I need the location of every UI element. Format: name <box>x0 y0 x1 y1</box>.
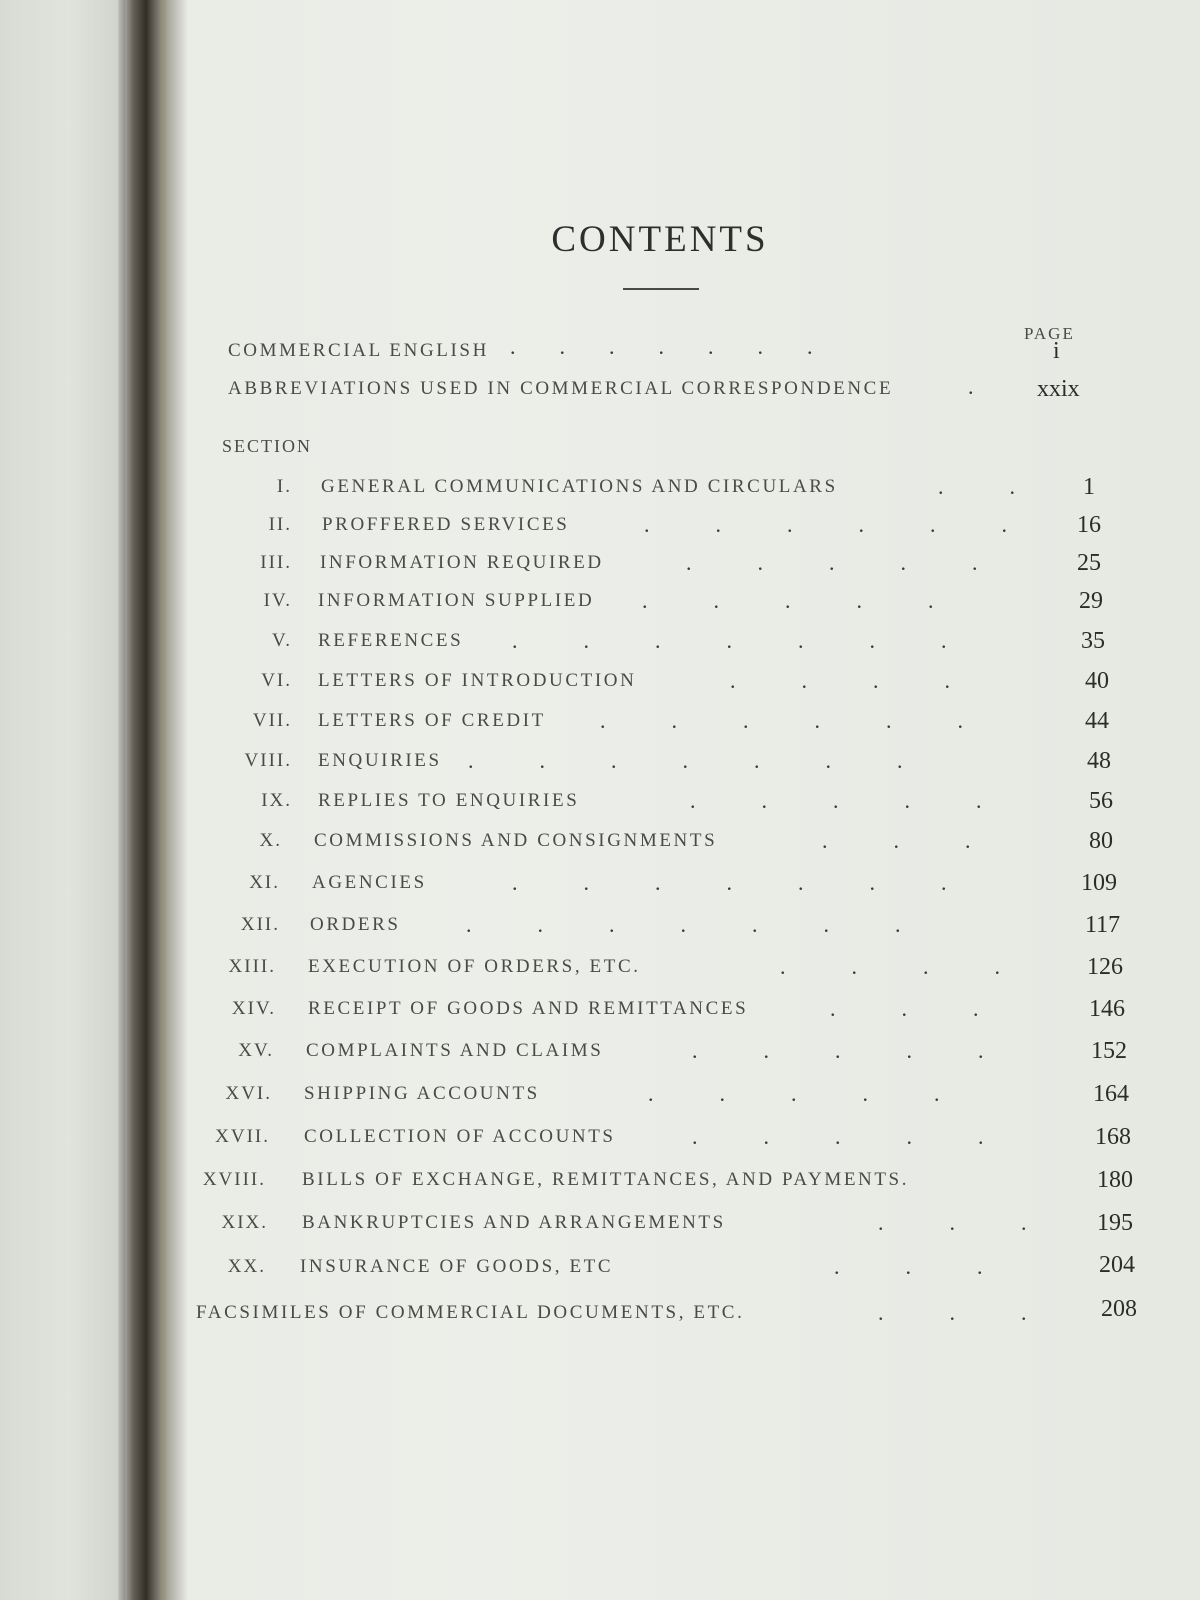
section-number: XI. <box>249 872 280 893</box>
section-label: SECTION <box>222 436 312 456</box>
section-number: XX. <box>227 1256 266 1277</box>
toc-entry-label: INFORMATION REQUIRED <box>320 552 604 573</box>
toc-entry-label: ENQUIRIES <box>318 750 442 771</box>
toc-entry-label: EXECUTION OF ORDERS, ETC. <box>308 956 641 977</box>
dot-leader: . . . . <box>780 954 1000 979</box>
toc-entry-label: REPLIES TO ENQUIRIES <box>318 790 580 811</box>
dot-leader: . . . . . <box>648 1081 940 1106</box>
dot-leader: . . . . . . . <box>512 870 947 895</box>
toc-entry-section <box>0 510 1200 540</box>
toc-entry-back <box>0 1296 1200 1326</box>
toc-entry-page: 146 <box>1089 996 1125 1022</box>
toc-entry-page: 16 <box>1077 512 1101 538</box>
toc-entry-page: 1 <box>1083 474 1095 500</box>
section-number: XII. <box>240 914 280 935</box>
dot-leader: . . . . . <box>692 1038 984 1063</box>
toc-entry-section <box>0 706 1200 736</box>
toc-entry-page: xxix <box>1037 376 1080 402</box>
section-number: XIII. <box>228 956 276 977</box>
toc-entry-page: 208 <box>1101 1296 1137 1322</box>
toc-entry-section <box>0 548 1200 578</box>
toc-entry-section <box>0 908 1200 938</box>
section-number: XIV. <box>231 998 276 1019</box>
toc-entry-page: 40 <box>1085 668 1109 694</box>
section-number: IX. <box>261 790 292 811</box>
toc-entry-label: COMPLAINTS AND CLAIMS <box>306 1040 604 1061</box>
section-number: XVI. <box>225 1083 272 1104</box>
dot-leader: . . . . . . . <box>466 912 901 937</box>
toc-entry-section <box>0 992 1200 1022</box>
dot-leader: . <box>968 374 974 399</box>
section-number: III. <box>260 552 292 573</box>
section-number: IV. <box>263 590 292 611</box>
page-column-label: PAGE <box>1024 324 1075 343</box>
contents-heading: CONTENTS <box>551 219 769 260</box>
toc-entry-page: i <box>1053 338 1060 364</box>
heading-rule <box>623 288 699 290</box>
toc-entry-label: BANKRUPTCIES AND ARRANGEMENTS <box>302 1212 726 1233</box>
toc-entry-label: ORDERS <box>310 914 401 935</box>
dot-leader: . . . . . . <box>600 708 963 733</box>
toc-entry-page: 109 <box>1081 870 1117 896</box>
dot-leader: . . . . . <box>692 1124 984 1149</box>
toc-entry-label: GENERAL COMMUNICATIONS AND CIRCULARS <box>321 476 838 497</box>
toc-entry-label: ABBREVIATIONS USED IN COMMERCIAL CORRESPONDENCE <box>228 378 894 399</box>
toc-entry-page: 164 <box>1093 1081 1129 1107</box>
toc-entry-page: 48 <box>1087 748 1111 774</box>
toc-entry-section <box>0 826 1200 856</box>
toc-entry-section <box>0 1120 1200 1150</box>
toc-entry-page: 117 <box>1085 912 1121 938</box>
section-number: V. <box>271 630 292 651</box>
dot-leader: . . . . <box>730 668 950 693</box>
toc-entry-label: COMMERCIAL ENGLISH <box>228 340 489 361</box>
toc-entry-label: REFERENCES <box>318 630 464 651</box>
dot-leader: . . . <box>834 1254 983 1279</box>
toc-entry-page: 126 <box>1087 954 1123 980</box>
toc-entry-page: 204 <box>1099 1252 1135 1278</box>
section-number: XV. <box>238 1040 274 1061</box>
toc-entry-section <box>0 1077 1200 1107</box>
toc-entry-label: SHIPPING ACCOUNTS <box>304 1083 540 1104</box>
toc-entry-label: RECEIPT OF GOODS AND REMITTANCES <box>308 998 749 1019</box>
toc-entry-section <box>0 746 1200 776</box>
toc-entry-label: FACSIMILES OF COMMERCIAL DOCUMENTS, ETC. <box>196 1302 745 1323</box>
dot-leader: . . . . . . <box>644 512 1007 537</box>
toc-entry-section <box>0 1250 1200 1280</box>
toc-entry-page: 80 <box>1089 828 1113 854</box>
dot-leader: . . . <box>878 1210 1027 1235</box>
toc-entry-page: 152 <box>1091 1038 1127 1064</box>
section-number: VI. <box>261 670 292 691</box>
dot-leader: . . . . . <box>686 550 978 575</box>
dot-leader: . . . . . . . <box>510 334 813 359</box>
toc-entry-label: LETTERS OF INTRODUCTION <box>318 670 637 691</box>
toc-entry-page: 195 <box>1097 1210 1133 1236</box>
toc-entry-front-2 <box>0 376 1200 406</box>
toc-entry-page: 180 <box>1097 1167 1133 1193</box>
dot-leader: . . . . . <box>642 588 934 613</box>
dot-leader: . . . <box>878 1300 1027 1325</box>
toc-entry-section <box>0 666 1200 696</box>
toc-entry-label: LETTERS OF CREDIT <box>318 710 546 731</box>
section-number: XIX. <box>221 1212 268 1233</box>
section-number: VIII. <box>244 750 292 771</box>
section-number: II. <box>268 514 292 535</box>
toc-entry-section <box>0 1163 1200 1193</box>
toc-entry-label: PROFFERED SERVICES <box>322 514 570 535</box>
dot-leader: . . . . . . . <box>512 628 947 653</box>
toc-entry-label: COMMISSIONS AND CONSIGNMENTS <box>314 830 718 851</box>
toc-entry-section <box>0 786 1200 816</box>
toc-entry-page: 168 <box>1095 1124 1131 1150</box>
toc-entry-front-1 <box>0 334 1200 368</box>
toc-entry-page: 56 <box>1089 788 1113 814</box>
toc-entry-section <box>0 586 1200 616</box>
toc-entry-section <box>0 950 1200 980</box>
dot-leader: . . . . . . . <box>468 748 903 773</box>
toc-entry-label: AGENCIES <box>312 872 427 893</box>
toc-entry-section <box>0 626 1200 656</box>
dot-leader: . . . . . <box>690 788 982 813</box>
dot-leader: . . . <box>830 996 979 1021</box>
toc-entry-section <box>0 472 1200 502</box>
toc-entry-page: 25 <box>1077 550 1101 576</box>
section-number: XVII. <box>215 1126 270 1147</box>
dot-leader: . . . <box>822 828 971 853</box>
toc-entry-label: INFORMATION SUPPLIED <box>318 590 595 611</box>
dot-leader: . . <box>938 474 1015 499</box>
toc-entry-label: BILLS OF EXCHANGE, REMITTANCES, AND PAYMENTS. <box>302 1169 910 1190</box>
toc-entry-page: 35 <box>1081 628 1105 654</box>
section-number: I. <box>276 476 292 497</box>
toc-entry-page: 44 <box>1085 708 1109 734</box>
toc-entry-section <box>0 866 1200 896</box>
toc-entry-section <box>0 1034 1200 1064</box>
toc-entry-label: COLLECTION OF ACCOUNTS <box>304 1126 616 1147</box>
section-number: VII. <box>252 710 292 731</box>
toc-entry-section <box>0 1206 1200 1236</box>
toc-entry-page: 29 <box>1079 588 1103 614</box>
section-number: X. <box>259 830 282 851</box>
section-number: XVIII. <box>202 1169 266 1190</box>
toc-entry-label: INSURANCE OF GOODS, ETC <box>300 1256 614 1277</box>
